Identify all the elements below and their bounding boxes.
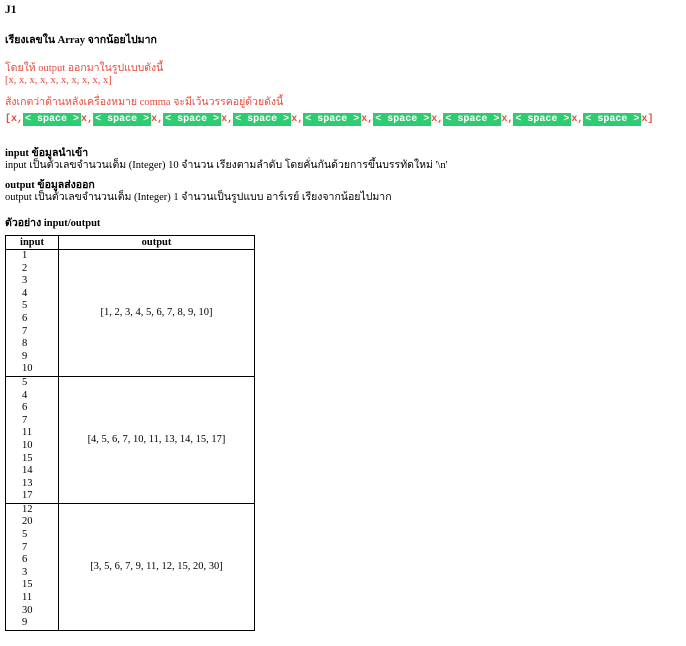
input-value: 1 — [22, 250, 28, 261]
format-item: x — [641, 114, 648, 125]
format-comma: , — [297, 114, 304, 125]
problem-subtitle: เรียงเลขใน Array จากน้อยไปมาก — [5, 35, 157, 46]
input-cell — [6, 376, 59, 503]
input-value: 6 — [22, 554, 28, 566]
format-open-token: [x — [5, 114, 18, 125]
input-value: 5 — [22, 376, 28, 388]
format-item: x — [221, 114, 228, 125]
input-value: 9 — [22, 350, 28, 362]
format-comma: , — [157, 114, 164, 125]
format-item: x — [501, 114, 508, 125]
format-item: x — [151, 114, 158, 125]
input-value: 4 — [22, 389, 28, 401]
table-row — [6, 250, 255, 377]
input-value: 30 — [22, 604, 33, 616]
input-value: 12 — [22, 503, 33, 515]
input-cell — [6, 503, 59, 630]
input-value: 10 — [22, 363, 33, 375]
input-value: 17 — [22, 490, 33, 502]
format-item: x — [361, 114, 368, 125]
input-value: 6 — [22, 402, 28, 414]
input-cell — [6, 250, 59, 377]
input-value: 6 — [22, 312, 28, 324]
format-comma: , — [577, 114, 584, 125]
input-value: 20 — [22, 516, 33, 528]
io-examples-table — [5, 235, 255, 631]
output-column-header: output — [59, 236, 255, 250]
space-marker: < space > — [305, 114, 360, 125]
space-marker: < space > — [515, 114, 570, 125]
format-item: x — [431, 114, 438, 125]
output-format-instruction: โดยให้ output ออกมาในรูปแบบดังนี้ — [5, 63, 164, 74]
format-comma: , — [87, 114, 94, 125]
examples-heading: ตัวอย่าง input/output — [5, 218, 101, 229]
input-value: 8 — [22, 338, 28, 350]
input-value: 7 — [22, 325, 28, 337]
output-section-heading: output ข้อมูลส่งออก — [5, 180, 95, 191]
input-value: 3 — [22, 275, 28, 287]
space-marker: < space > — [165, 114, 220, 125]
input-value: 4 — [22, 287, 28, 299]
output-cell: [4, 5, 6, 7, 10, 11, 13, 14, 15, 17] — [59, 376, 255, 503]
input-value: 15 — [22, 579, 33, 591]
format-comma: , — [227, 114, 234, 125]
format-item: x — [81, 114, 88, 125]
space-marker: < space > — [235, 114, 290, 125]
format-close-token: ] — [647, 114, 654, 125]
input-value: 5 — [22, 529, 28, 541]
input-value: 13 — [22, 477, 33, 489]
table-row — [6, 376, 255, 503]
page-title: J1 — [5, 4, 17, 16]
input-value: 7 — [22, 414, 28, 426]
space-marker: < space > — [25, 114, 80, 125]
table-row — [6, 503, 255, 630]
input-value: 2 — [22, 262, 28, 274]
space-marker: < space > — [585, 114, 640, 125]
input-section-body: input เป็นตัวเลขจำนวนเต็ม (Integer) 10 จำนวน เรียงตามลำดับ โดยคั่นกันด้วยการขึ้นบรรทัดใหม่ '\n' — [5, 160, 448, 171]
space-marker: < space > — [445, 114, 500, 125]
table-header-row — [6, 236, 255, 250]
space-marker: < space > — [375, 114, 430, 125]
format-comma: , — [507, 114, 514, 125]
input-value: 11 — [22, 592, 33, 604]
format-item: x — [571, 114, 578, 125]
format-item: x — [291, 114, 298, 125]
comma-space-note: สังเกตว่าด้านหลังเครื่องหมาย comma จะมีเว้นวรรคอยู่ด้วยดังนี้ — [5, 97, 284, 108]
space-marker: < space > — [95, 114, 150, 125]
output-cell: [1, 2, 3, 4, 5, 6, 7, 8, 9, 10] — [59, 250, 255, 377]
input-value: 14 — [22, 465, 33, 477]
input-value: 7 — [22, 541, 28, 553]
output-format-example: [x, x, x, x, x, x, x, x, x, x] — [5, 75, 112, 86]
format-comma: , — [367, 114, 374, 125]
spacing-illustration — [5, 113, 681, 126]
output-section-body: output เป็นตัวเลขจำนวนเต็ม (Integer) 1 จำนวนเป็นรูปแบบ อาร์เรย์ เรียงจากน้อยไปมาก — [5, 192, 392, 203]
input-value: 5 — [22, 300, 28, 312]
input-value: 11 — [22, 427, 33, 439]
input-value: 9 — [22, 617, 28, 629]
input-value: 15 — [22, 452, 33, 464]
input-column-header: input — [6, 236, 59, 250]
input-value: 3 — [22, 566, 28, 578]
format-comma: , — [437, 114, 444, 125]
output-cell: [3, 5, 6, 7, 9, 11, 12, 15, 20, 30] — [59, 503, 255, 630]
format-comma: , — [17, 114, 24, 125]
input-value: 10 — [22, 439, 33, 451]
input-section-heading: input ข้อมูลนำเข้า — [5, 148, 89, 159]
